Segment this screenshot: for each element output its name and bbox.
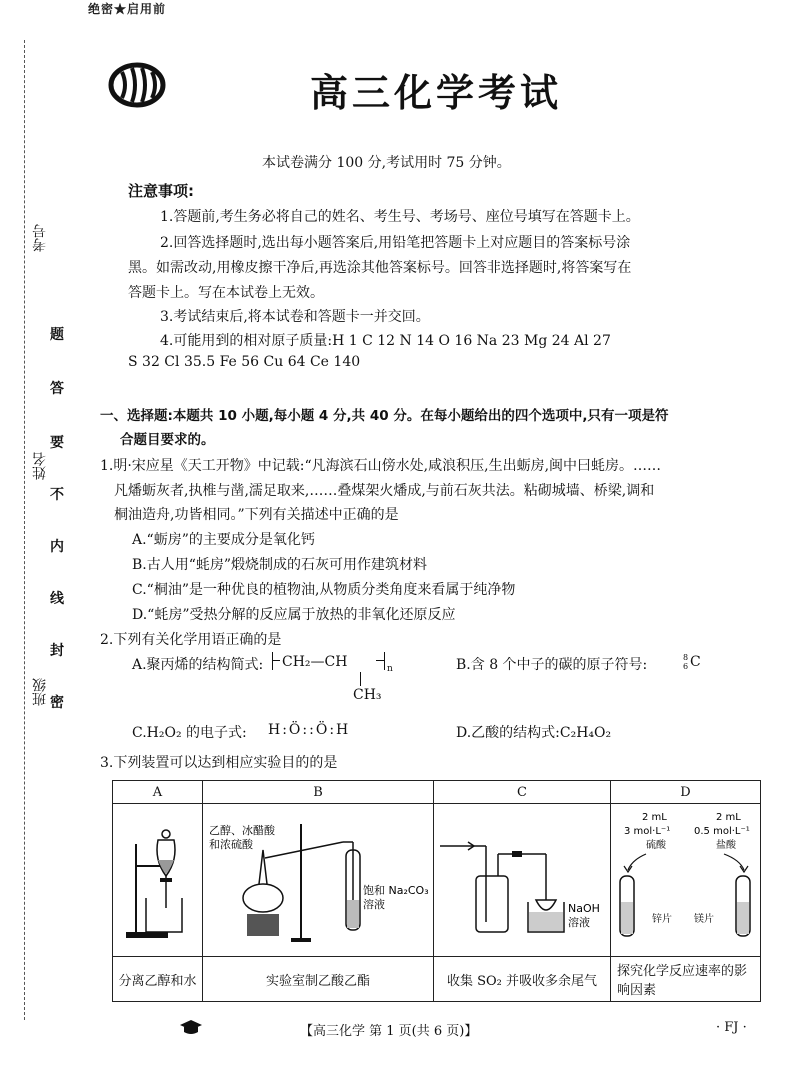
c-label: NaOH bbox=[568, 902, 600, 915]
top-clip-text: 绝密★启用前 bbox=[88, 2, 167, 16]
seal-char: 封 bbox=[50, 643, 64, 659]
q1-stem: 凡燔蛎灰者,执椎与凿,濡足取来,……叠煤架火燔成,与前石灰共法。粘砌城墙、桥梁,调和 bbox=[114, 483, 655, 499]
q2-option-a-label: A.聚丙烯的结构简式: bbox=[132, 657, 264, 673]
apparatus-b-cell bbox=[203, 804, 434, 957]
notice-heading: 注意事项: bbox=[128, 182, 194, 200]
experiment-table bbox=[112, 780, 761, 1002]
d-label: 3 mol·L⁻¹ bbox=[623, 826, 670, 837]
apparatus-a-cell bbox=[113, 804, 203, 957]
d-label: 0.5 mol·L⁻¹ bbox=[693, 826, 750, 837]
sidebar-label-name: 姓名 bbox=[32, 452, 48, 480]
notice-item: S 32 Cl 35.5 Fe 56 Cu 64 Ce 140 bbox=[128, 354, 361, 370]
separatory-funnel-diagram bbox=[114, 804, 202, 952]
footer-page-info: 【高三化学 第 1 页(共 6 页)】 bbox=[300, 1024, 478, 1039]
q2-option-a-branch: CH₃ bbox=[353, 687, 382, 703]
atom-symbol: C bbox=[690, 654, 701, 670]
seal-char: 密 bbox=[50, 695, 64, 711]
table-header: C bbox=[434, 781, 611, 804]
caption-b: 实验室制乙酸乙酯 bbox=[203, 957, 434, 1002]
branch-bond bbox=[360, 672, 361, 686]
caption-c: 收集 SO₂ 并吸收多余尾气 bbox=[434, 957, 611, 1002]
table-header: B bbox=[203, 781, 434, 804]
q2-option-d: D.乙酸的结构式:C₂H₄O₂ bbox=[456, 725, 612, 741]
c-label: 溶液 bbox=[568, 916, 590, 929]
polymer-n: n bbox=[387, 664, 393, 674]
apparatus-d-cell bbox=[611, 804, 761, 957]
notice-item: 4.可能用到的相对原子质量:H 1 C 12 N 14 O 16 Na 23 Mg 24 Al 27 bbox=[160, 333, 611, 349]
reaction-rate-diagram bbox=[612, 804, 760, 952]
notice-item: 答题卡上。写在本试卷上无效。 bbox=[128, 285, 324, 301]
page-title: 高三化学考试 bbox=[310, 71, 563, 115]
q2-option-b: B.含 8 个中子的碳的原子符号: bbox=[456, 657, 648, 673]
bracket-left bbox=[272, 652, 274, 670]
d-label: 盐酸 bbox=[715, 840, 736, 851]
exam-logo bbox=[108, 62, 166, 108]
binding-line bbox=[24, 40, 25, 1020]
seal-char: 内 bbox=[50, 539, 64, 555]
q1-stem: 1.明·宋应星《天工开物》中记载:“凡海滨石山傍水处,咸浪积压,生出蛎房,闽中曰蚝房。…… bbox=[100, 458, 662, 474]
gas-collection-diagram bbox=[434, 804, 610, 952]
bracket-left-tick bbox=[272, 660, 280, 661]
bracket-right-tick bbox=[376, 660, 384, 661]
d-label: 镁片 bbox=[693, 914, 714, 925]
seal-char: 答 bbox=[50, 381, 64, 397]
sidebar-label-exam-number: 考号 bbox=[32, 224, 48, 252]
table-header: D bbox=[611, 781, 761, 804]
notice-item: 1.答题前,考生务必将自己的姓名、考生号、考场号、座位号填写在答题卡上。 bbox=[160, 209, 640, 225]
sidebar-label-class: 班级 bbox=[32, 678, 48, 706]
ester-apparatus-diagram bbox=[203, 804, 433, 952]
d-label: 锌片 bbox=[651, 914, 672, 925]
d-label: 2 mL bbox=[715, 812, 741, 823]
section-header: 一、选择题:本题共 10 小题,每小题 4 分,共 40 分。在每小题给出的四个选项中,只有一项是符 bbox=[100, 408, 669, 424]
q1-option-b: B.古人用“蚝房”煅烧制成的石灰可用作建筑材料 bbox=[132, 557, 428, 573]
d-label: 2 mL bbox=[641, 812, 667, 823]
q1-option-d: D.“蚝房”受热分解的反应属于放热的非氧化还原反应 bbox=[132, 607, 456, 623]
notice-item: 黑。如需改动,用橡皮擦干净后,再选涂其他答案标号。回答非选择题时,将答案写在 bbox=[128, 260, 632, 276]
q3-stem: 3.下列装置可以达到相应实验目的的是 bbox=[100, 755, 338, 771]
b-label: 乙醇、冰醋酸 bbox=[209, 824, 275, 837]
q1-option-a: A.“蛎房”的主要成分是氧化钙 bbox=[132, 532, 315, 548]
footer-code: · FJ · bbox=[716, 1020, 747, 1035]
seal-char: 题 bbox=[50, 327, 64, 343]
seal-char: 不 bbox=[50, 487, 64, 503]
notice-item: 2.回答选择题时,选出每小题答案后,用铅笔把答题卡上对应题目的答案标号涂 bbox=[160, 235, 631, 251]
caption-a: 分离乙醇和水 bbox=[113, 957, 203, 1002]
notice-item: 3.考试结束后,将本试卷和答题卡一并交回。 bbox=[160, 309, 430, 325]
seal-char: 线 bbox=[50, 591, 64, 607]
caption-d: 探究化学反应速率的影响因素 bbox=[611, 957, 761, 1002]
b-label: 和浓硫酸 bbox=[209, 838, 253, 851]
section-header: 合题目要求的。 bbox=[120, 432, 215, 448]
apparatus-c-cell bbox=[434, 804, 611, 957]
seal-char: 要 bbox=[50, 435, 64, 451]
intro-text: 本试卷满分 100 分,考试用时 75 分钟。 bbox=[262, 155, 511, 171]
bracket-right bbox=[384, 652, 386, 670]
mass-number: 8 bbox=[683, 653, 689, 662]
q1-stem: 桐油造舟,功皆相同。”下列有关描述中正确的是 bbox=[114, 507, 399, 523]
q1-option-c: C.“桐油”是一种优良的植物油,从物质分类角度来看属于纯净物 bbox=[132, 582, 516, 598]
graduation-cap-icon bbox=[178, 1018, 204, 1036]
b-label: 饱和 Na₂CO₃ bbox=[363, 884, 429, 897]
table-header: A bbox=[113, 781, 203, 804]
b-label: 溶液 bbox=[363, 898, 385, 911]
q2-stem: 2.下列有关化学用语正确的是 bbox=[100, 632, 282, 648]
q2-option-a-formula: CH₂—CH bbox=[282, 654, 348, 670]
q2-option-c-label: C.H₂O₂ 的电子式: bbox=[132, 725, 247, 741]
atomic-number: 6 bbox=[683, 662, 689, 671]
d-label: 硫酸 bbox=[645, 840, 666, 851]
q2-option-c-formula: H:Ö::Ö:H bbox=[268, 722, 351, 738]
